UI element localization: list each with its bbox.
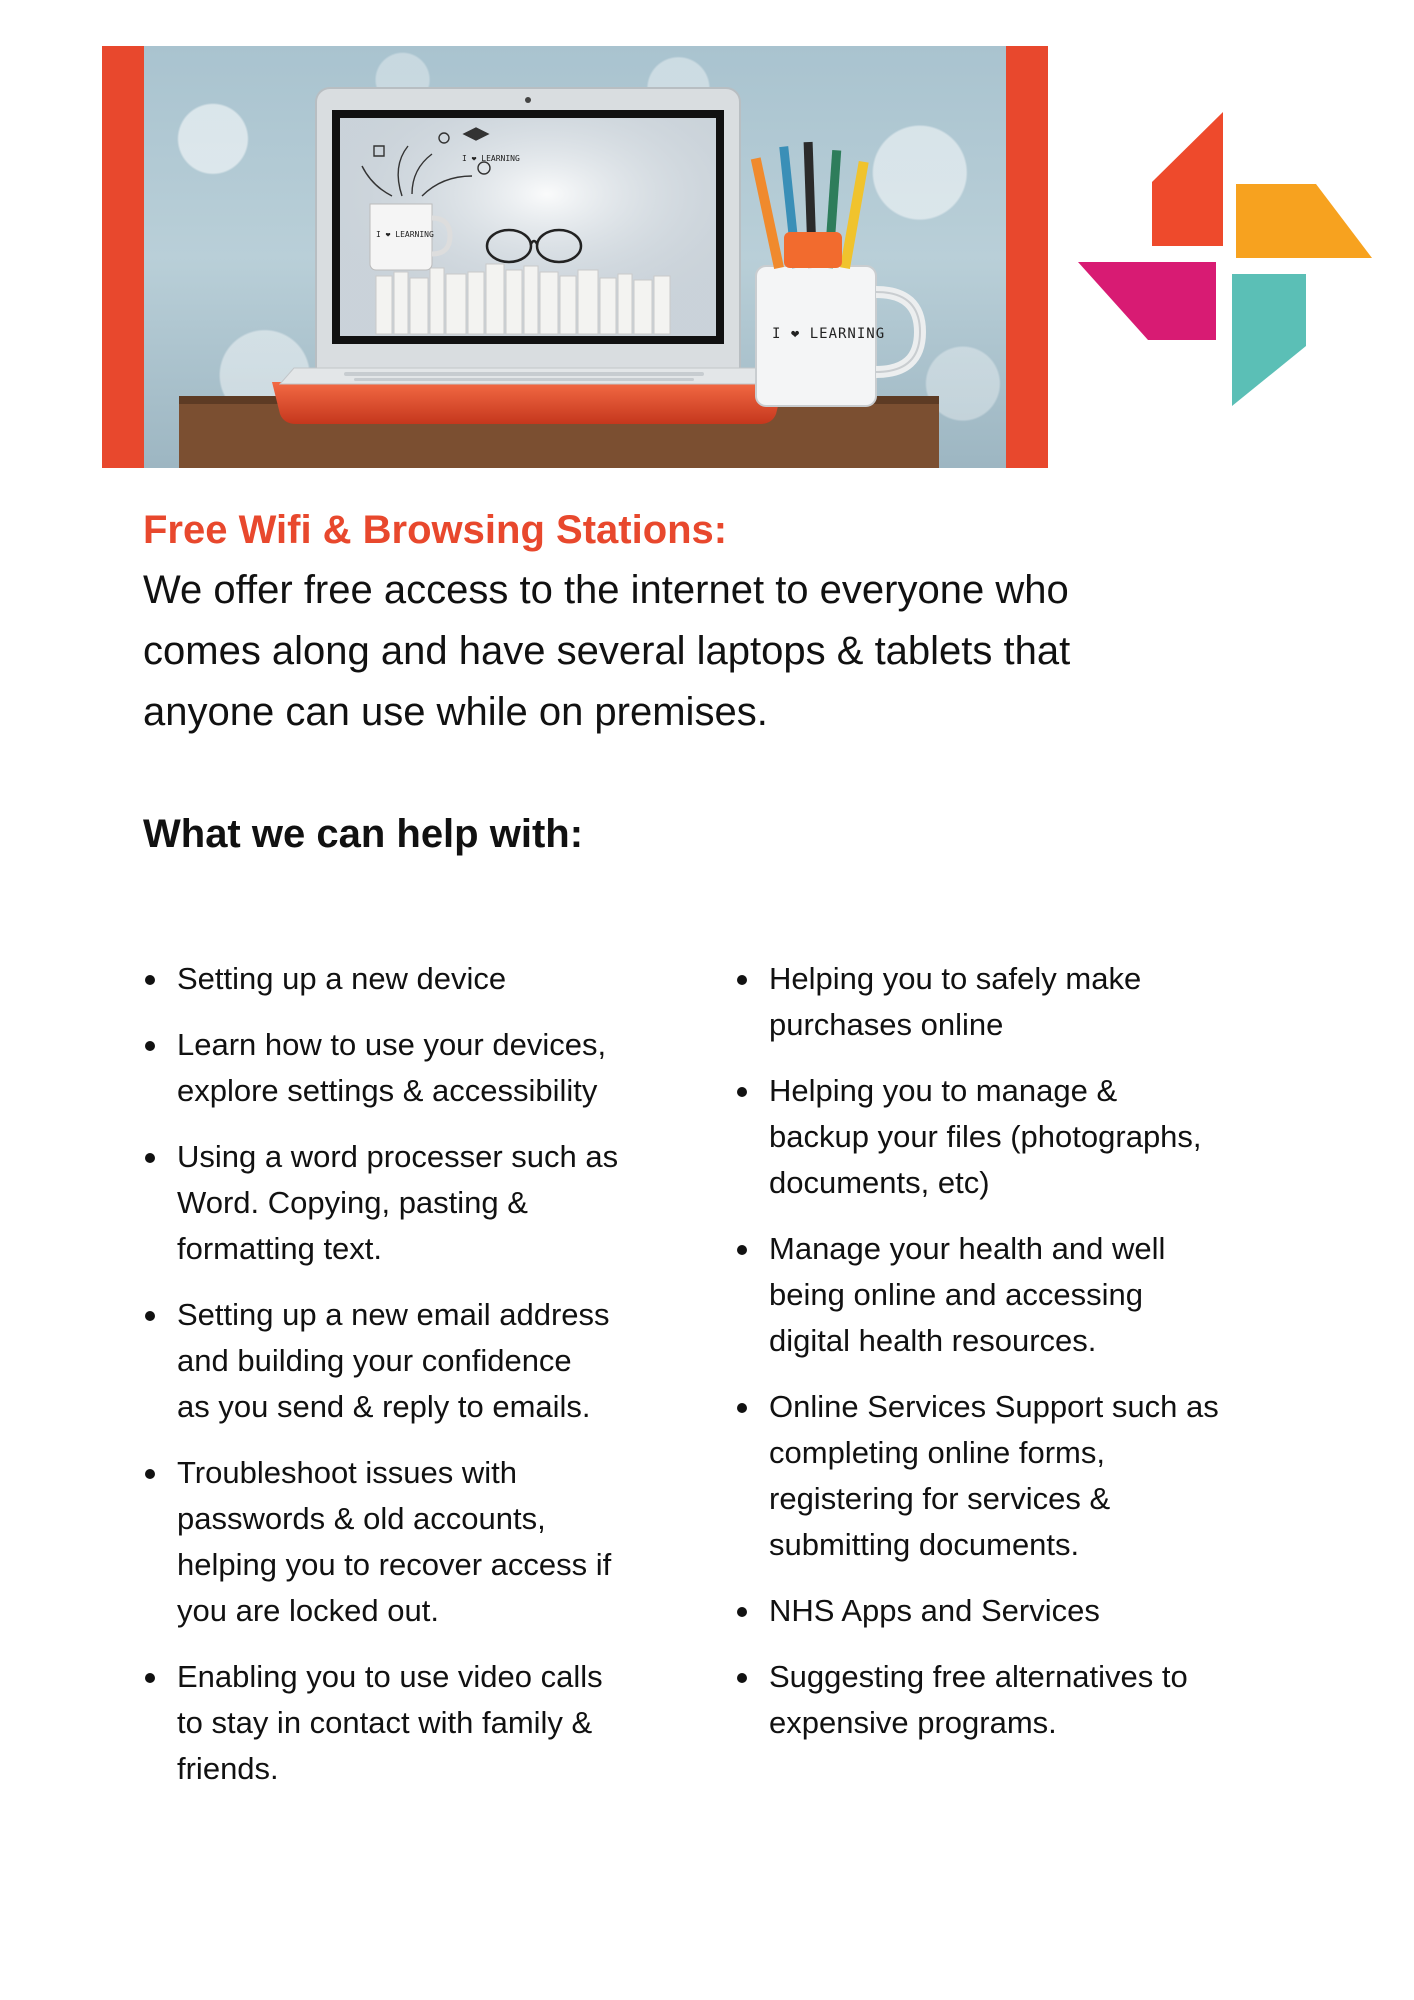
help-list-item xyxy=(737,1068,1337,1206)
help-item-line: Learn how to use your devices, xyxy=(177,1027,607,1062)
bullet-icon xyxy=(737,975,747,985)
help-item-line: formatting text. xyxy=(177,1231,383,1266)
bullet-icon xyxy=(145,975,155,985)
logo-magenta-segment xyxy=(1078,262,1216,340)
help-heading: What we can help with: xyxy=(143,812,584,856)
help-item-line: digital health resources. xyxy=(769,1323,1097,1358)
pencils xyxy=(751,142,869,269)
help-item-line: Manage your health and well xyxy=(769,1231,1166,1266)
help-list-item xyxy=(145,1022,725,1114)
help-item-line: Troubleshoot issues with xyxy=(177,1455,518,1490)
bullet-icon xyxy=(145,1153,155,1163)
help-list-item xyxy=(145,1450,725,1634)
help-item-line: and building your confidence xyxy=(177,1343,572,1378)
help-item-line: registering for services & xyxy=(769,1481,1111,1516)
help-list-item xyxy=(737,1384,1337,1568)
help-item-line: Setting up a new email address xyxy=(177,1297,610,1332)
help-item-line: passwords & old accounts, xyxy=(177,1501,546,1536)
help-item-line: Helping you to manage & xyxy=(769,1073,1118,1108)
help-item-line: as you send & reply to emails. xyxy=(177,1389,591,1424)
logo-orange-segment xyxy=(1236,184,1372,258)
help-list-item xyxy=(145,1654,725,1792)
help-item-line: completing online forms, xyxy=(769,1435,1105,1470)
help-item-line: explore settings & accessibility xyxy=(177,1073,598,1108)
mug-text: I ❤ LEARNING xyxy=(772,326,886,342)
help-item-line: helping you to recover access if xyxy=(177,1547,612,1582)
help-item-line: documents, etc) xyxy=(769,1165,990,1200)
help-list-left xyxy=(145,956,725,1812)
bullet-icon xyxy=(145,1041,155,1051)
help-list-item xyxy=(145,1134,725,1272)
help-item-line: expensive programs. xyxy=(769,1705,1057,1740)
help-item-line: Using a word processer such as xyxy=(177,1139,619,1174)
screen-mug-text: I ❤ LEARNING xyxy=(376,230,434,239)
help-item-line: Enabling you to use video calls xyxy=(177,1659,603,1694)
intro-line: We offer free access to the internet to everyone who xyxy=(143,568,1069,612)
help-item-line: backup your files (photographs, xyxy=(769,1119,1202,1154)
logo-teal-segment xyxy=(1232,274,1306,406)
help-item-line: Setting up a new device xyxy=(177,961,507,996)
bullet-icon xyxy=(737,1245,747,1255)
pinwheel-logo xyxy=(1078,112,1374,408)
help-list-item xyxy=(737,1654,1337,1746)
help-list-item xyxy=(737,956,1337,1048)
help-list-item xyxy=(737,1226,1337,1364)
bullet-icon xyxy=(145,1311,155,1321)
intro-section xyxy=(143,500,1263,743)
screen-doodle-text: I ❤ LEARNING xyxy=(462,154,520,163)
logo-red-segment xyxy=(1152,112,1223,246)
help-list-item xyxy=(737,1588,1337,1634)
help-list-item xyxy=(145,956,725,1002)
help-item-line: being online and accessing xyxy=(769,1277,1143,1312)
help-item-line: Helping you to safely make xyxy=(769,961,1142,996)
intro-body xyxy=(143,560,1263,743)
help-list-right xyxy=(737,956,1337,1766)
laptop-learning-photo xyxy=(144,46,1006,468)
help-item-line: Online Services Support such as xyxy=(769,1389,1219,1424)
help-item-line: purchases online xyxy=(769,1007,1004,1042)
header-photo xyxy=(102,46,1048,468)
help-item-line: Suggesting free alternatives to xyxy=(769,1659,1188,1694)
help-list-item xyxy=(145,1292,725,1430)
help-item-line: submitting documents. xyxy=(769,1527,1080,1562)
intro-line: anyone can use while on premises. xyxy=(143,690,768,734)
bullet-icon xyxy=(737,1673,747,1683)
intro-line: comes along and have several laptops & tablets that xyxy=(143,629,1071,673)
laptop-base xyxy=(272,382,784,424)
help-item-line: Word. Copying, pasting & xyxy=(177,1185,528,1220)
bullet-icon xyxy=(737,1403,747,1413)
laptop-illustration xyxy=(144,46,1006,468)
help-item-line: to stay in contact with family & xyxy=(177,1705,593,1740)
bullet-icon xyxy=(145,1673,155,1683)
bullet-icon xyxy=(145,1469,155,1479)
help-item-line: you are locked out. xyxy=(177,1593,439,1628)
help-item-line: friends. xyxy=(177,1751,279,1786)
bullet-icon xyxy=(737,1087,747,1097)
help-item-line: NHS Apps and Services xyxy=(769,1593,1100,1628)
bullet-icon xyxy=(737,1607,747,1617)
intro-heading: Free Wifi & Browsing Stations: xyxy=(143,508,728,552)
